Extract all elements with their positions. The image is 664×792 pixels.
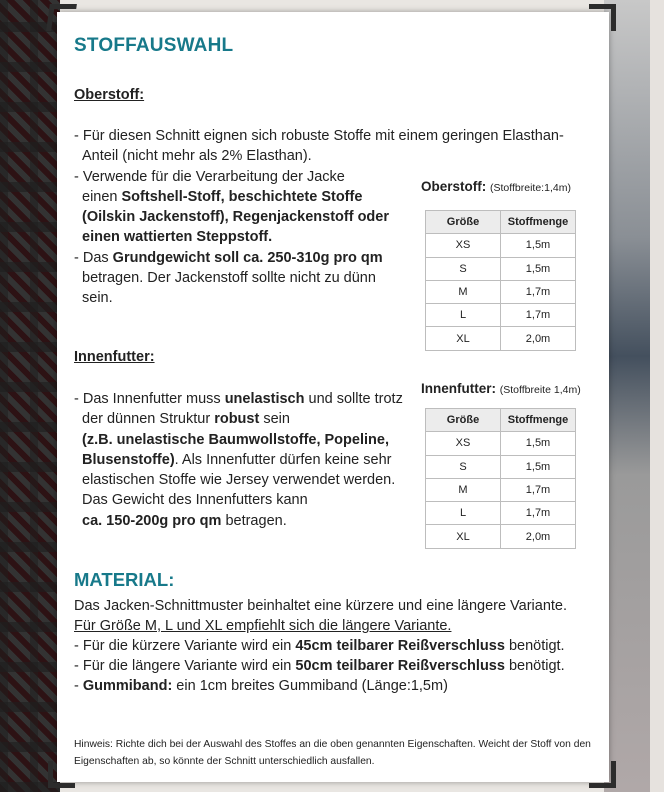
text-line [74,430,403,450]
text-run: benötigt. [504,638,565,654]
table-row [426,234,576,257]
table-header-row [426,409,576,432]
amount-cell: 2,0m [501,327,576,350]
text-run: . Als Innenfutter dürfen keine sehr [174,451,392,468]
table-row [426,432,576,455]
amount-cell: 1,5m [501,455,576,478]
text-run: - Das [74,249,113,266]
table-header-row [426,211,576,234]
photo-corner-top-left [46,4,77,31]
size-cell: XS [426,432,501,455]
oberstoff-table-label: Oberstoff: [421,179,487,194]
innenfutter-table-label: Innenfutter: [421,381,496,396]
text-line [74,490,403,510]
text-run: der dünnen Struktur [82,411,215,428]
photo-corner-top-right [589,4,616,31]
amount-cell: 1,7m [501,280,576,303]
amount-cell: 1,7m [501,502,576,525]
table-row [426,455,576,478]
text-line [74,146,564,166]
size-cell: M [426,478,501,501]
innenfutter-size-table [425,408,576,549]
innenfutter-text [74,389,403,531]
material-line1: Das Jacken-Schnittmuster beinhaltet eine kürzere und eine längere Variante. [74,598,568,614]
material-heading: MATERIAL: [74,569,175,590]
innenfutter-table-note: (Stoffbreite 1,4m) [499,384,581,396]
bold-text: Gummiband: [82,678,173,694]
size-cell: S [426,257,501,280]
amount-cell: 2,0m [501,525,576,548]
text-line [74,389,403,409]
page-title: STOFFAUSWAHL [74,35,234,56]
text-line [74,470,403,490]
bold-text: unelastisch [224,391,305,407]
bold-text: (z.B. unelastische Baumwollstoffe, Popeline, [82,431,389,448]
size-cell: L [426,304,501,327]
size-cell: XL [426,327,501,350]
text-run: betragen. [221,512,287,529]
size-cell: M [426,280,501,303]
column-header: Größe [426,409,501,432]
bold-text: 45cm teilbarer Reißverschluss [295,638,505,654]
text-run: - Für die kürzere Variante wird ein [74,638,296,654]
bold-text: (Oilskin Jackenstoff), Regenjackenstoff oder [82,209,389,226]
table-row [426,525,576,548]
text-line [74,409,403,429]
text-run: ein 1cm breites Gummiband (Länge:1,5m) [172,678,448,694]
table-row [426,502,576,525]
column-header: Größe [426,211,501,234]
text-run: - Verwende für die Verarbeitung der Jacke [74,168,345,185]
text-run: - [74,678,83,694]
photo-corner-bottom-left [48,761,75,788]
text-run: und sollte trotz [304,391,403,407]
innenfutter-table-title [421,381,581,396]
amount-cell: 1,7m [501,304,576,327]
text-line [74,511,403,531]
material-item2 [74,656,567,676]
bold-text: einen wattierten Steppstoff. [82,229,273,246]
background-fabric-left [0,0,60,792]
bold-text: Grundgewicht soll ca. 250-310g pro qm [112,249,383,266]
amount-cell: 1,5m [501,234,576,257]
oberstoff-size-table [425,210,576,351]
text-run: Anteil (nicht mehr als 2% Elasthan). [82,148,312,165]
table-row [426,478,576,501]
text-run: - Für diesen Schnitt eignen sich robuste Stoffe mit einem geringen Elasthan- [74,128,564,144]
hint-text: Hinweis: Richte dich bei der Auswahl des Stoffes an die oben genannten Eigenschaften. Weicht der Stoff von den Eigenschaften ab, so könnte der Schnitt unterschiedlich ausfallen. [74,739,591,767]
bold-text: robust [214,411,260,428]
column-header: Stoffmenge [501,409,576,432]
text-line [74,126,564,146]
amount-cell: 1,7m [501,478,576,501]
background-fabric-right [604,0,664,792]
amount-cell: 1,5m [501,432,576,455]
text-run: Das Gewicht des Innenfutters kann [82,492,308,509]
table-row [426,257,576,280]
text-run: - Für die längere Variante wird ein [74,658,296,674]
material-item3 [74,676,567,696]
text-run: betragen. Der Jackenstoff sollte nicht zu dünn [82,270,376,287]
column-header: Stoffmenge [501,211,576,234]
oberstoff-table-note: (Stoffbreite:1,4m) [490,182,571,194]
text-run: elastischen Stoffe wie Jersey verwendet werden. [82,472,396,489]
amount-cell: 1,5m [501,257,576,280]
size-cell: L [426,502,501,525]
material-item1 [74,636,567,656]
table-row [426,280,576,303]
table-row [426,327,576,350]
text-run: - Das Innenfutter muss [74,391,225,407]
table-row [426,304,576,327]
bold-text: 50cm teilbarer Reißverschluss [295,658,505,674]
text-run: sein. [82,290,113,307]
size-cell: XS [426,234,501,257]
size-cell: S [426,455,501,478]
material-text [74,596,567,696]
oberstoff-table-title [421,179,571,194]
bold-text: Softshell-Stoff, beschichtete Stoffe [121,188,363,205]
bold-text: Blusenstoffe) [82,451,175,468]
bold-text: ca. 150-200g pro qm [82,512,222,529]
text-run: einen [82,188,122,205]
text-run: sein [259,411,290,428]
material-line2: Für Größe M, L und XL empfiehlt sich die längere Variante. [74,618,452,634]
innenfutter-heading: Innenfutter: [74,349,155,365]
oberstoff-heading: Oberstoff: [74,87,145,103]
size-cell: XL [426,525,501,548]
text-line [74,450,403,470]
text-run: benötigt. [504,658,565,674]
